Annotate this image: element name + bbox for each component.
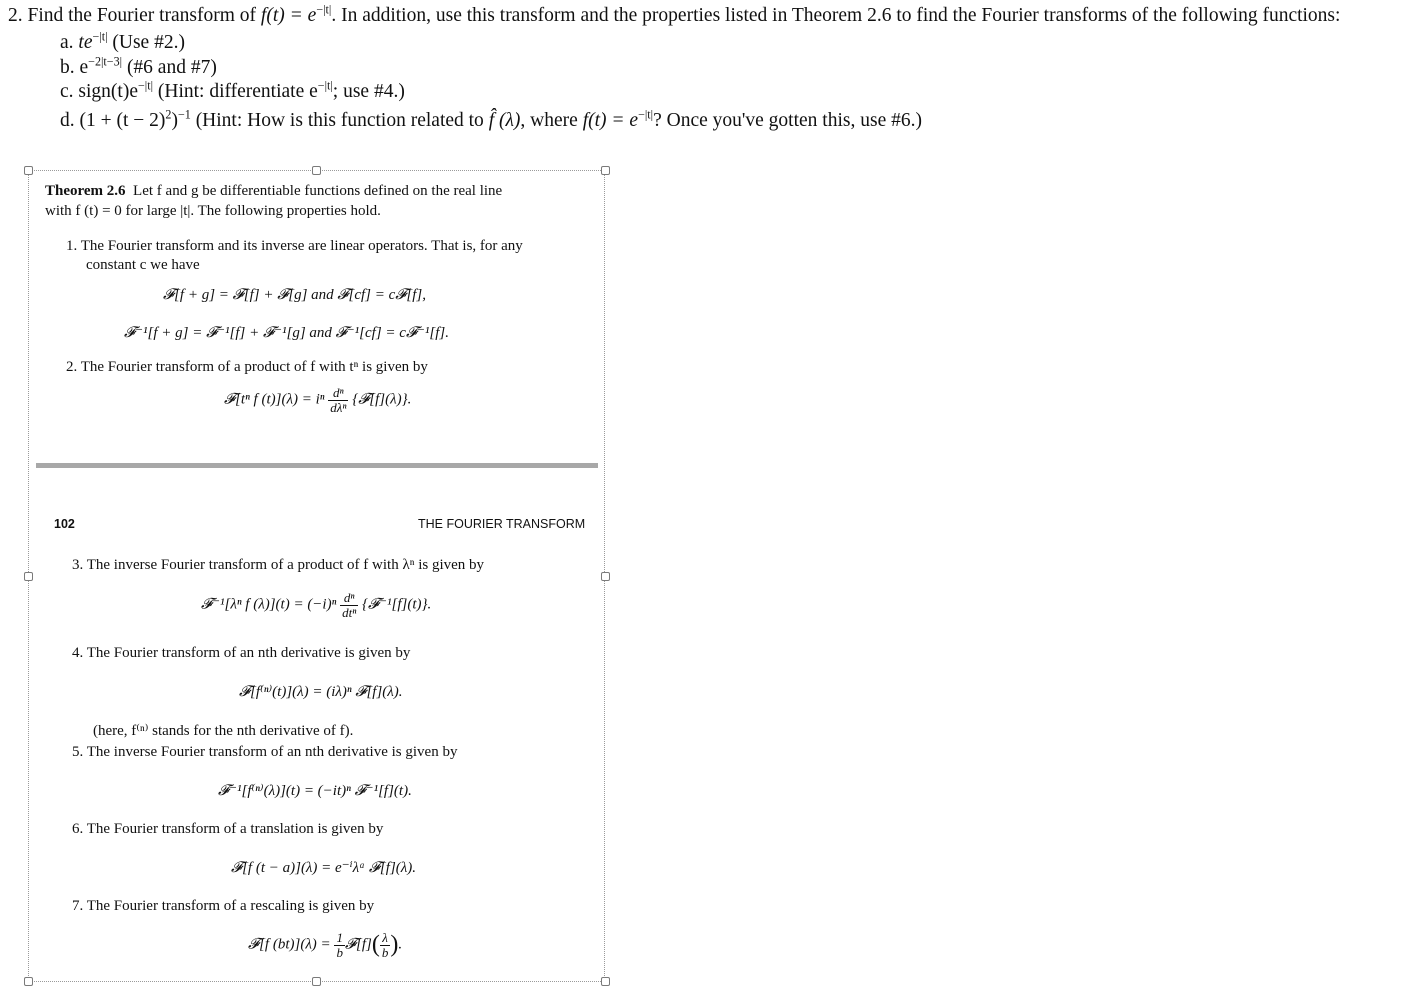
part-c-label: c. (60, 81, 74, 102)
part-a-note: (Use #2.) (107, 32, 185, 53)
theorem-intro-line2: with f (t) = 0 for large |t|. The following properties hold. (45, 203, 381, 219)
equation-7-arg-denominator: b (381, 944, 389, 960)
question-intro-after: . In addition, use this transform and the properties listed in Theorem 2.6 to find the Fourier transforms of the following functions: (331, 5, 1341, 26)
property-1-line2: constant c we have (86, 257, 200, 273)
part-b (60, 54, 217, 79)
part-c-func: sign(t)e (78, 81, 138, 102)
part-d-fdef: f(t) = e (582, 110, 639, 131)
equation-3-right: {𝓕⁻¹[f](t)}. (362, 596, 432, 613)
part-d-label: d. (60, 110, 75, 131)
theorem-intro-line1 (45, 183, 502, 200)
property-2: 2. The Fourier transform of a product of f with tⁿ is given by (66, 359, 428, 375)
part-c-note-exp: −|t| (317, 78, 333, 93)
part-d-fhat: f̂ (λ) (488, 110, 521, 131)
property-6: 6. The Fourier transform of a translation is given by (72, 821, 384, 837)
part-d-inverse-exp: −1 (177, 107, 191, 122)
equation-linearity: 𝓕[f + g] = 𝓕[f] + 𝓕[g] and 𝓕[cf] = c𝓕[f], (163, 287, 426, 303)
running-header: THE FOURIER TRANSFORM (418, 517, 586, 531)
part-b-note: (#6 and #7) (122, 57, 217, 78)
part-c (60, 78, 405, 103)
question-intro-before: Find the Fourier transform of (27, 5, 261, 26)
part-b-func: e (79, 57, 89, 78)
theorem-title: Theorem 2.6 (45, 183, 126, 199)
equation-7-denominator: b (336, 944, 343, 960)
property-4: 4. The Fourier transform of an nth derivative is given by (72, 645, 411, 661)
equation-2-left: 𝓕[tⁿ f (t)](λ) = iⁿ (224, 391, 325, 408)
textbook-image[interactable] (29, 171, 604, 981)
property-7: 7. The Fourier transform of a rescaling is given by (72, 898, 375, 914)
equation-7-end: . (398, 936, 403, 953)
equation-7-numerator: 1 (336, 930, 343, 945)
equation-7-left: 𝓕[f (bt)](λ) = (248, 936, 331, 953)
equation-2-right: {𝓕[f](λ)}. (352, 391, 412, 408)
property-1-line1: 1. The Fourier transform and its inverse are linear operators. That is, for any (66, 238, 523, 254)
part-d-fexp: −|t| (638, 107, 654, 122)
part-b-label: b. (60, 57, 75, 78)
property-4-note: (here, f⁽ⁿ⁾ stands for the nth derivative of f). (93, 723, 354, 739)
question-number: 2. (8, 5, 23, 26)
part-d-square: 2 (165, 107, 172, 122)
part-a (60, 29, 185, 54)
question-heading (8, 2, 1341, 27)
property-5: 5. The inverse Fourier transform of an nth derivative is given by (72, 744, 458, 760)
equation-2-denominator: dλⁿ (330, 399, 347, 415)
equation-7: 𝓕[f (bt)](λ) = $\frac{1}{b}$ 𝓕[f]( $\frac{\lambda}{b}$ ). (248, 930, 403, 960)
equation-3-left: 𝓕⁻¹[λⁿ f (λ)](t) = (−i)ⁿ (201, 596, 337, 613)
equation-3 (201, 591, 431, 619)
equation-3-denominator: dtⁿ (342, 604, 357, 620)
part-d-note: (Hint: How is this function related to (190, 110, 489, 131)
part-d-note-mid: , where (520, 110, 583, 131)
question-f-exp: −|t| (316, 2, 332, 17)
part-d-note-tail: ? Once you've gotten this, use #6.) (653, 110, 922, 131)
equation-7-arg-numerator: λ (382, 930, 388, 945)
equation-2-numerator: dⁿ (333, 385, 344, 400)
equation-inverse-linearity: 𝓕⁻¹[f + g] = 𝓕⁻¹[f] + 𝓕⁻¹[g] and 𝓕⁻¹[cf] = c𝓕⁻¹[f]. (124, 325, 450, 341)
page-break-divider (36, 463, 598, 468)
part-c-exp: −|t| (137, 78, 153, 93)
page-number: 102 (54, 517, 75, 531)
part-d (60, 107, 922, 132)
equation-3-fraction (340, 591, 358, 619)
part-d-func: (1 + (t − 2) (79, 110, 166, 131)
part-a-exp: −|t| (92, 29, 108, 44)
part-b-exp: −2|t−3| (88, 54, 123, 69)
part-a-label: a. (60, 32, 74, 53)
equation-7-transform: 𝓕[f] (344, 936, 372, 953)
property-3: 3. The inverse Fourier transform of a product of f with λⁿ is given by (72, 557, 485, 573)
equation-5: 𝓕⁻¹[f⁽ⁿ⁾(λ)](t) = (−it)ⁿ 𝓕⁻¹[f](t). (218, 783, 412, 799)
part-c-note: (Hint: differentiate e (153, 81, 318, 102)
equation-2 (224, 386, 411, 414)
equation-6: 𝓕[f (t − a)](λ) = e⁻ⁱλᵃ 𝓕[f](λ). (231, 860, 417, 876)
part-c-note-tail: ; use #4.) (332, 81, 405, 102)
equation-2-fraction (328, 386, 348, 414)
question-f-def: f(t) = e (260, 5, 317, 26)
equation-4: 𝓕[f⁽ⁿ⁾(t)](λ) = (iλ)ⁿ 𝓕[f](λ). (239, 684, 403, 700)
equation-7-argument (380, 931, 391, 959)
equation-7-fraction (334, 931, 345, 959)
part-a-func: te (78, 32, 93, 53)
part-d-close: ) (171, 110, 178, 131)
theorem-intro-text: Let f and g be differentiable functions defined on the real line (133, 183, 503, 199)
equation-3-numerator: dⁿ (343, 590, 355, 605)
